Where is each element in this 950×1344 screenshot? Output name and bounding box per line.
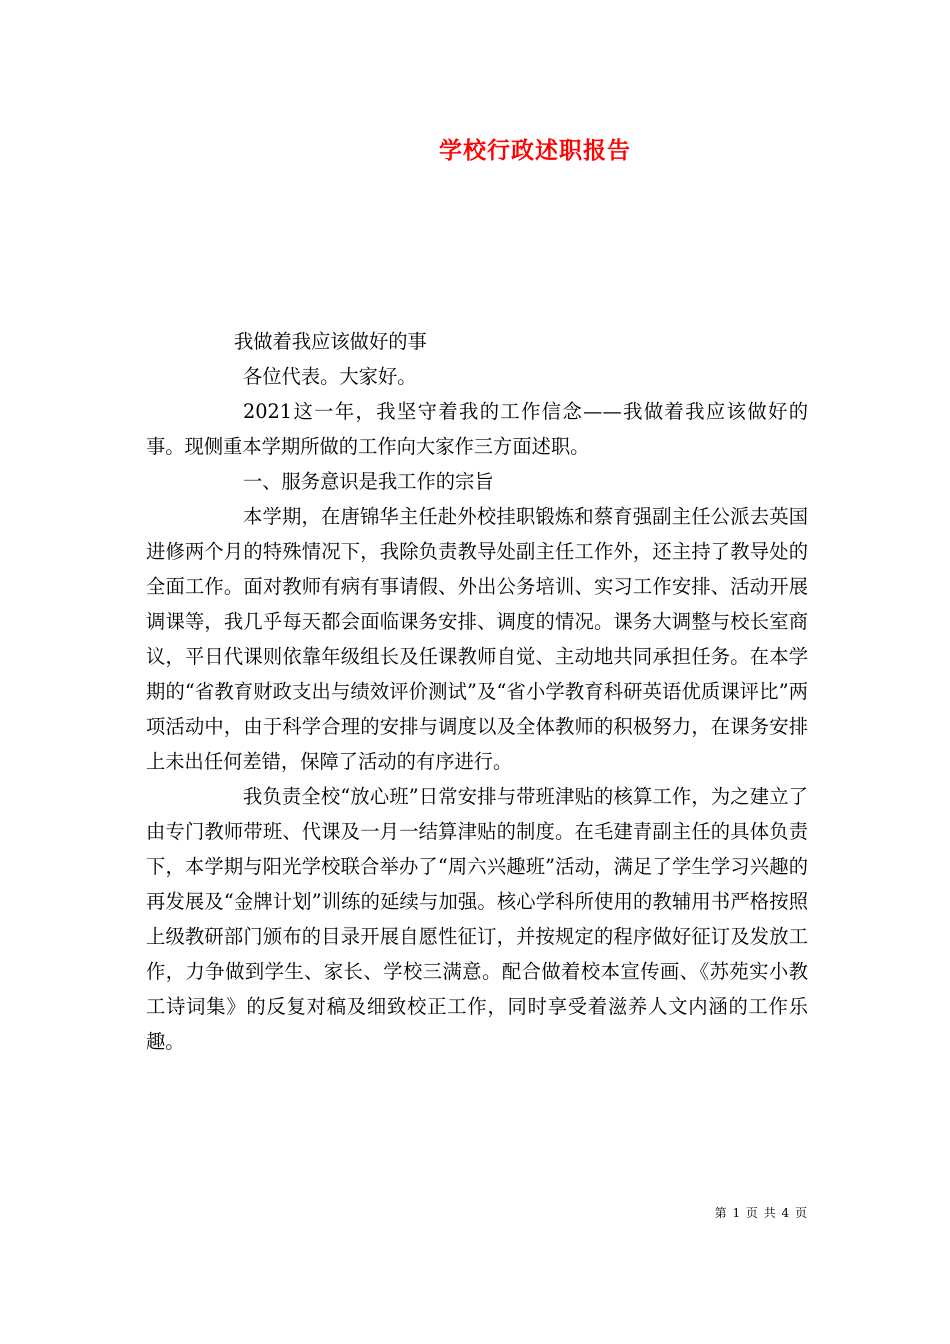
body-paragraph-2: 我负责全校“放心班”日常安排与带班津贴的核算工作，为之建立了由专门教师带班、代课及一月一结算津贴的制度。在毛建青副主任的具体负责下，本学期与阳光学校联合举办了“周六兴趣班”活动，满足了学生学习兴趣的再发展及“金牌计划”训练的延续与加强。核心学科所使用的教辅用书严格按照上级教研部门颁布的目录开展自愿性征订，并按规定的程序做好征订及发放工作，力争做到学生、家长、学校三满意。配合做着校本宣传画、《苏苑实小教工诗词集》的反复对稿及细致校正工作，同时享受着滋养人文内涵的工作乐趣。 xyxy=(146,785,808,1053)
document-title: 学校行政述职报告 xyxy=(439,137,631,164)
body-paragraph-1: 本学期，在唐锦华主任赴外校挂职锻炼和蔡育强副主任公派去英国进修两个月的特殊情况下，我除负责教导处副主任工作外，还主持了教导处的全面工作。面对教师有病有事请假、外出公务培训、实习工作安排、活动开展调课等，我几乎每天都会面临课务安排、调度的情况。课务大调整与校长室商议，平日代课则依靠年级组长及任课教师自觉、主动地共同承担任务。在本学期的“省教育财政支出与绩效评价测试”及“省小学教育科研英语优质课评比”两项活动中，由于科学合理的安排与调度以及全体教师的积极努力，在课务安排上未出任何差错，保障了活动的有序进行。 xyxy=(146,505,808,773)
document-body xyxy=(146,324,808,1059)
page-number: 第 1 页 共 4 页 xyxy=(714,1206,808,1220)
subtitle-line: 我做着我应该做好的事 xyxy=(234,330,427,353)
greeting-line: 各位代表。大家好。 xyxy=(243,365,417,388)
section-heading: 一、服务意识是我工作的宗旨 xyxy=(243,470,494,493)
intro-paragraph: 2021这一年，我坚守着我的工作信念——我做着我应该做好的事。现侧重本学期所做的工作向大家作三方面述职。 xyxy=(146,400,808,458)
